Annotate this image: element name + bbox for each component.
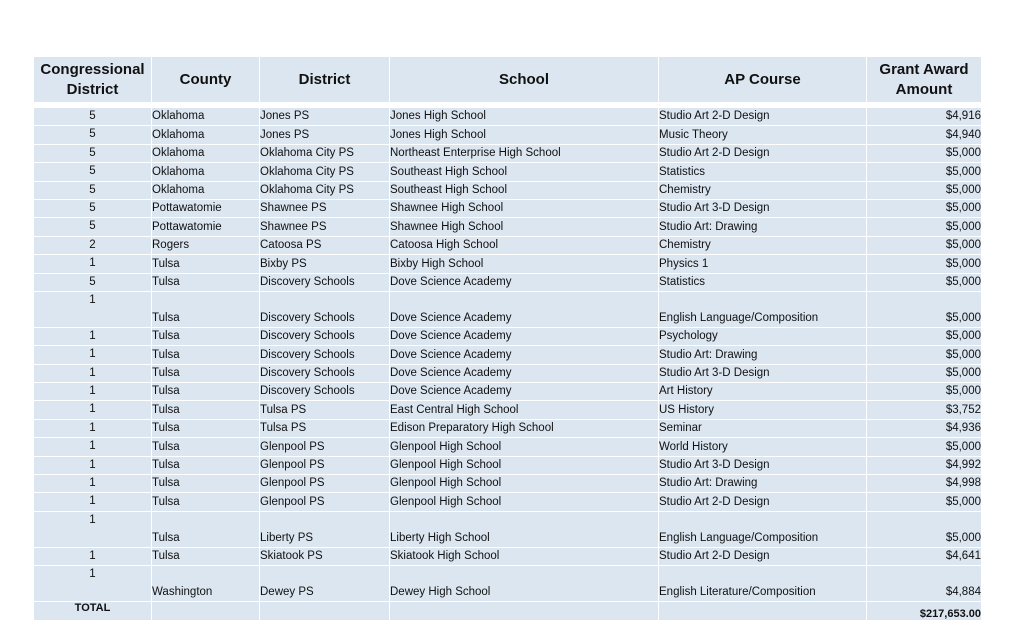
cell-ap-course: Chemistry (659, 237, 867, 255)
table-row (34, 493, 982, 511)
table-row (34, 274, 982, 292)
cell-congressional-district: 5 (34, 200, 152, 218)
cell-ap-course: Psychology (659, 328, 867, 346)
cell-county: Tulsa (152, 274, 260, 292)
cell-district: Discovery Schools (260, 274, 390, 292)
cell-district: Discovery Schools (260, 365, 390, 383)
cell-district: Glenpool PS (260, 438, 390, 456)
cell-grant-amount: $5,000 (867, 255, 982, 273)
cell-ap-course: Studio Art: Drawing (659, 475, 867, 493)
table-row (34, 566, 982, 602)
table-row (34, 182, 982, 200)
cell-grant-amount: $5,000 (867, 200, 982, 218)
cell-grant-amount: $4,916 (867, 108, 982, 126)
total-amount: $217,653.00 (867, 602, 982, 621)
cell-school: Catoosa High School (390, 237, 659, 255)
cell-school: Skiatook High School (390, 548, 659, 566)
cell-district: Discovery Schools (260, 346, 390, 364)
cell-district: Oklahoma City PS (260, 163, 390, 181)
cell-ap-course: Studio Art: Drawing (659, 346, 867, 364)
total-row (34, 602, 982, 621)
cell-ap-course: Studio Art 2-D Design (659, 493, 867, 511)
cell-grant-amount: $5,000 (867, 237, 982, 255)
cell-county: Tulsa (152, 420, 260, 438)
cell-county: Tulsa (152, 365, 260, 383)
cell-county: Pottawatomie (152, 200, 260, 218)
cell-district: Glenpool PS (260, 475, 390, 493)
cell-school: Glenpool High School (390, 457, 659, 475)
cell-congressional-district: 1 (34, 493, 152, 511)
cell-congressional-district: 1 (34, 346, 152, 364)
cell-ap-course: Studio Art 2-D Design (659, 145, 867, 163)
cell-congressional-district: 5 (34, 126, 152, 144)
cell-grant-amount: $5,000 (867, 218, 982, 236)
total-empty-cell (390, 602, 659, 621)
cell-school: Glenpool High School (390, 475, 659, 493)
cell-school: East Central High School (390, 401, 659, 419)
cell-county: Oklahoma (152, 182, 260, 200)
cell-grant-amount: $5,000 (867, 365, 982, 383)
cell-congressional-district: 1 (34, 438, 152, 456)
table-row (34, 401, 982, 419)
cell-grant-amount: $5,000 (867, 292, 982, 328)
table-row (34, 145, 982, 163)
cell-district: Dewey PS (260, 566, 390, 602)
table-row (34, 237, 982, 255)
table-row (34, 383, 982, 401)
table-body (34, 108, 982, 602)
table-row (34, 420, 982, 438)
table-row (34, 108, 982, 126)
table-row (34, 475, 982, 493)
cell-ap-course: Studio Art 3-D Design (659, 457, 867, 475)
cell-ap-course: English Literature/Composition (659, 566, 867, 602)
cell-county: Tulsa (152, 292, 260, 328)
cell-district: Glenpool PS (260, 493, 390, 511)
cell-grant-amount: $5,000 (867, 182, 982, 200)
cell-school: Dove Science Academy (390, 383, 659, 401)
cell-congressional-district: 5 (34, 274, 152, 292)
cell-grant-amount: $4,641 (867, 548, 982, 566)
cell-school: Shawnee High School (390, 218, 659, 236)
cell-county: Tulsa (152, 512, 260, 548)
cell-grant-amount: $5,000 (867, 163, 982, 181)
header-amt-line2: Amount (895, 80, 953, 98)
cell-district: Oklahoma City PS (260, 145, 390, 163)
cell-ap-course: Studio Art 3-D Design (659, 200, 867, 218)
cell-congressional-district: 5 (34, 182, 152, 200)
cell-congressional-district: 1 (34, 255, 152, 273)
cell-ap-course: Art History (659, 383, 867, 401)
cell-ap-course: Studio Art 3-D Design (659, 365, 867, 383)
cell-ap-course: Chemistry (659, 182, 867, 200)
cell-congressional-district: 1 (34, 328, 152, 346)
cell-ap-course: English Language/Composition (659, 292, 867, 328)
cell-county: Tulsa (152, 493, 260, 511)
cell-grant-amount: $5,000 (867, 493, 982, 511)
table-row (34, 126, 982, 144)
total-empty-cell (152, 602, 260, 621)
cell-school: Dove Science Academy (390, 328, 659, 346)
cell-county: Oklahoma (152, 145, 260, 163)
cell-district: Shawnee PS (260, 200, 390, 218)
cell-school: Jones High School (390, 126, 659, 144)
cell-county: Tulsa (152, 457, 260, 475)
header-county: County (152, 57, 260, 103)
header-amt-line1: Grant Award (879, 60, 969, 78)
cell-county: Tulsa (152, 383, 260, 401)
cell-district: Tulsa PS (260, 420, 390, 438)
header-grant-award-amount (867, 57, 982, 103)
cell-county: Washington (152, 566, 260, 602)
cell-school: Southeast High School (390, 163, 659, 181)
cell-school: Glenpool High School (390, 493, 659, 511)
cell-county: Tulsa (152, 328, 260, 346)
cell-district: Tulsa PS (260, 401, 390, 419)
cell-district: Bixby PS (260, 255, 390, 273)
cell-ap-course: Music Theory (659, 126, 867, 144)
cell-county: Tulsa (152, 475, 260, 493)
cell-ap-course: Statistics (659, 274, 867, 292)
table-row (34, 365, 982, 383)
cell-school: Liberty High School (390, 512, 659, 548)
cell-grant-amount: $5,000 (867, 383, 982, 401)
cell-grant-amount: $3,752 (867, 401, 982, 419)
cell-ap-course: Seminar (659, 420, 867, 438)
cell-congressional-district: 5 (34, 218, 152, 236)
cell-grant-amount: $4,936 (867, 420, 982, 438)
table-row (34, 346, 982, 364)
table-row (34, 457, 982, 475)
cell-county: Tulsa (152, 438, 260, 456)
cell-grant-amount: $4,940 (867, 126, 982, 144)
cell-district: Catoosa PS (260, 237, 390, 255)
cell-grant-amount: $4,992 (867, 457, 982, 475)
cell-ap-course: World History (659, 438, 867, 456)
header-row (34, 57, 982, 103)
cell-school: Northeast Enterprise High School (390, 145, 659, 163)
cell-school: Dewey High School (390, 566, 659, 602)
header-school: School (390, 57, 659, 103)
cell-school: Dove Science Academy (390, 365, 659, 383)
cell-congressional-district: 5 (34, 108, 152, 126)
cell-district: Discovery Schools (260, 292, 390, 328)
cell-district: Jones PS (260, 126, 390, 144)
cell-congressional-district: 1 (34, 401, 152, 419)
cell-grant-amount: $5,000 (867, 438, 982, 456)
table-row (34, 163, 982, 181)
cell-grant-amount: $5,000 (867, 328, 982, 346)
cell-county: Oklahoma (152, 163, 260, 181)
cell-county: Tulsa (152, 346, 260, 364)
cell-congressional-district: 1 (34, 566, 152, 602)
cell-district: Discovery Schools (260, 383, 390, 401)
cell-congressional-district: 1 (34, 548, 152, 566)
cell-congressional-district: 1 (34, 512, 152, 548)
table-row (34, 255, 982, 273)
cell-district: Liberty PS (260, 512, 390, 548)
cell-county: Pottawatomie (152, 218, 260, 236)
cell-school: Jones High School (390, 108, 659, 126)
cell-county: Oklahoma (152, 108, 260, 126)
cell-district: Oklahoma City PS (260, 182, 390, 200)
cell-congressional-district: 1 (34, 457, 152, 475)
table-row (34, 328, 982, 346)
cell-congressional-district: 5 (34, 145, 152, 163)
cell-school: Bixby High School (390, 255, 659, 273)
table-row (34, 512, 982, 548)
cell-grant-amount: $4,998 (867, 475, 982, 493)
cell-grant-amount: $5,000 (867, 512, 982, 548)
header-district: District (260, 57, 390, 103)
cell-school: Dove Science Academy (390, 346, 659, 364)
cell-ap-course: English Language/Composition (659, 512, 867, 548)
grant-table (34, 57, 982, 621)
cell-ap-course: Statistics (659, 163, 867, 181)
cell-school: Southeast High School (390, 182, 659, 200)
cell-ap-course: Studio Art: Drawing (659, 218, 867, 236)
cell-district: Glenpool PS (260, 457, 390, 475)
cell-congressional-district: 1 (34, 475, 152, 493)
cell-county: Tulsa (152, 255, 260, 273)
table-row (34, 292, 982, 328)
cell-district: Jones PS (260, 108, 390, 126)
cell-congressional-district: 1 (34, 292, 152, 328)
cell-school: Glenpool High School (390, 438, 659, 456)
cell-school: Shawnee High School (390, 200, 659, 218)
total-label: TOTAL (34, 602, 152, 621)
cell-grant-amount: $5,000 (867, 145, 982, 163)
cell-ap-course: Studio Art 2-D Design (659, 108, 867, 126)
cell-congressional-district: 1 (34, 420, 152, 438)
cell-county: Tulsa (152, 401, 260, 419)
table-row (34, 548, 982, 566)
cell-county: Tulsa (152, 548, 260, 566)
total-empty-cell (260, 602, 390, 621)
cell-district: Shawnee PS (260, 218, 390, 236)
cell-grant-amount: $4,884 (867, 566, 982, 602)
cell-congressional-district: 2 (34, 237, 152, 255)
cell-congressional-district: 5 (34, 163, 152, 181)
table-header (34, 57, 982, 108)
cell-ap-course: Physics 1 (659, 255, 867, 273)
cell-congressional-district: 1 (34, 383, 152, 401)
header-ap-course: AP Course (659, 57, 867, 103)
header-congressional-district (34, 57, 152, 103)
cell-congressional-district: 1 (34, 365, 152, 383)
cell-school: Edison Preparatory High School (390, 420, 659, 438)
cell-grant-amount: $5,000 (867, 274, 982, 292)
cell-school: Dove Science Academy (390, 274, 659, 292)
table-row (34, 200, 982, 218)
table-footer (34, 602, 982, 621)
cell-ap-course: Studio Art 2-D Design (659, 548, 867, 566)
header-cd-line2: District (66, 80, 119, 98)
total-empty-cell (659, 602, 867, 621)
cell-district: Discovery Schools (260, 328, 390, 346)
cell-grant-amount: $5,000 (867, 346, 982, 364)
cell-district: Skiatook PS (260, 548, 390, 566)
cell-county: Rogers (152, 237, 260, 255)
header-cd-line1: Congressional (40, 60, 145, 78)
table-row (34, 438, 982, 456)
cell-county: Oklahoma (152, 126, 260, 144)
cell-school: Dove Science Academy (390, 292, 659, 328)
table-row (34, 218, 982, 236)
cell-ap-course: US History (659, 401, 867, 419)
